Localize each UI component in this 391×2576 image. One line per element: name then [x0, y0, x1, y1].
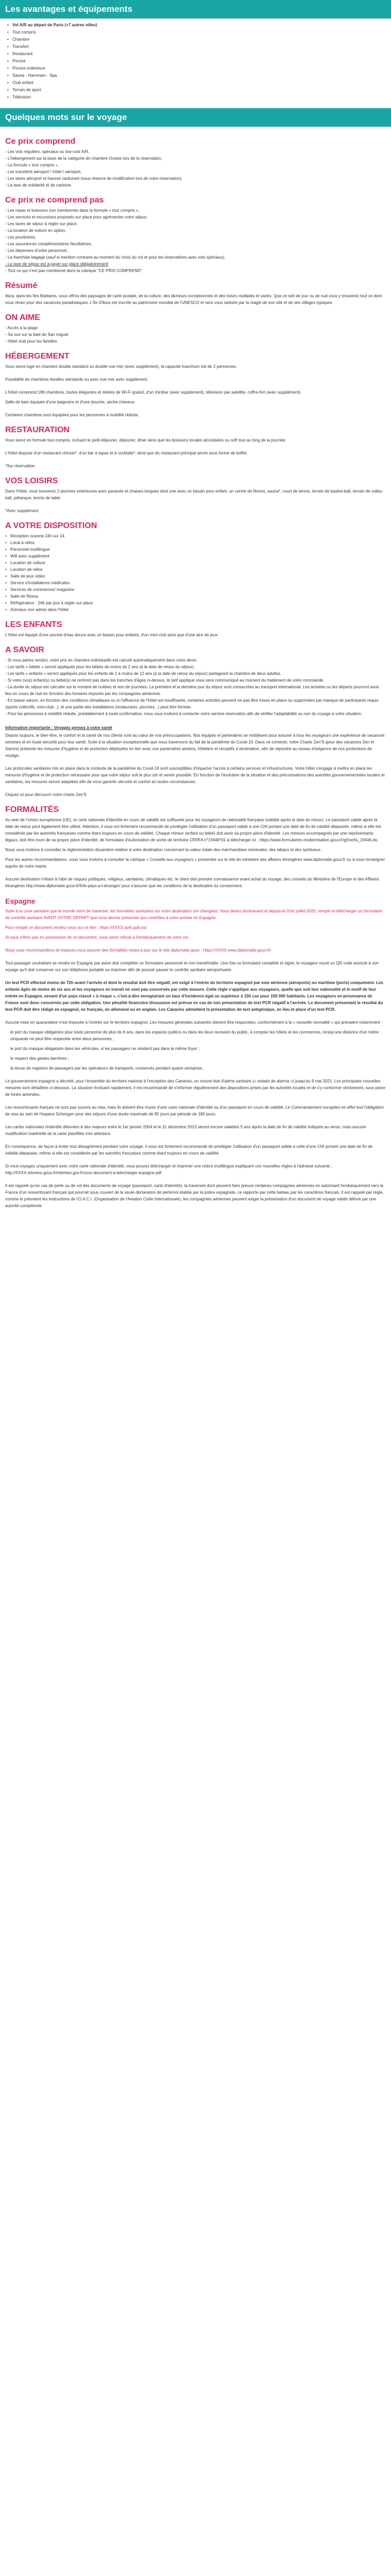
text-line: - Hôtel club pour les familles [5, 339, 57, 344]
text-line: - Les transferts aéroport / hôtel / aéroport, [5, 170, 82, 174]
text-line: - Les tarifs « bébés » seront appliqués pour les bébés de moins de 2 ans (à la date de retour du séjour). [5, 665, 195, 669]
page [0, 0, 391, 1209]
heading-a-savoir: A SAVOIR [5, 646, 44, 654]
text-line: - Si vous partez seul(e), votre prix en chambre individuelle est calculé automatiquement dans votre devis. [5, 658, 198, 663]
text-line: - La taxe de solidarité et de carbone. [5, 183, 72, 188]
text-paragraph[interactable]: Pour remplir ce document rendez-vous sur ce lien : https://XXXX.spth.gob.es/ [5, 925, 147, 930]
text-paragraph: Pour les autres recommandations, nous vous invitons à consulter la rubrique « Conseils aux voyageurs » présentée sur le site du ministère des affaires étrangères www.diplomatie.gouv.fr ou à vous renseigner auprès de votre mairie. [5, 857, 385, 869]
list-item: • Salle de jeux vidéo [5, 573, 386, 580]
text-paragraph: Vous serez en formule tout compris, incluant le petit-déjeuner, déjeuner, dîner ainsi que les boissons locales alcoolisées ou soft tout au long de la journée. [5, 438, 286, 443]
bullet-line: la tenue de registres de passagers par les opérateurs de transports, conservés pendant quatre semaines. [10, 1066, 203, 1071]
heading-on-aime: ON AIME [5, 313, 40, 322]
text-paragraph: Un test PCR effectué moins de 72h avant l'arrivée et dont le résultat doit être négatif, est exigé à l'entrée du territoire espagnol par voie aérienne (aéroports) ou maritime (ports) uniquement. Les enfants âgés de moins de six ans et les voyageurs en transit ne sont pas concernés par cette mesure. Cette règle s'applique aux voyageurs, quelle que soit leur nationalité et le motif de leur entrée en Espagne, venant d'un pays classé « à risque », c'est-à-dire enregistrant un taux d'incidence égal ou supérieur à 150 cas pour 100 000 habitants. Les voyageurs en provenance de France sont donc concernés par cette obligation. Une pénalité financière dissuasive est prévue en cas de non présentation de test PCR négatif à l'arrivée. Le document présentant le résultat du test PCR doit être rédigé en espagnol, en français, en allemand ou en anglais. Les Canaries admettent la présentation de test antigénique, en lieu et place d'un test PCR. [5, 980, 383, 1012]
text-line: - Tout ce qui n'est pas mentionné dans la rubrique "CE PRIX COMPREND" [5, 268, 142, 273]
text-line: - Si votre (vos) enfant(s) ou bébé(s) ne rentrent pas dans les tranches d'âges ci-dessus, le tarif appliqué vous sera communiqué au moment du traitement de votre commande. [5, 678, 324, 683]
text-paragraph: Aucune destination n'étant à l'abri de risques politiques, religieux, sanitaires, climatiques etc. le client doit prendre connaissance avant achat du voyage, des conseils du Ministère de l'Europe et des Affaires étrangères http://www.diplomatie.gouv.fr/fr/le-pays-a-l-etranger/ pour s'assurer que les conditions de la destination lui conviennent. [5, 877, 379, 888]
text-line: - L'hébergement sur la base de la catégorie de chambre choisie lors de la réservation, [5, 156, 162, 161]
section-banner-trip: Quelques mots sur le voyage [0, 108, 391, 127]
section-banner-advantages: Les avantages et équipements [0, 0, 391, 19]
text-line: - En basse saison, en fonction des conditions climatiques ou si l'affluence de l'hôtel est insuffisante, certaines activités peuvent ne pas être mises en place ou supprimées par manque de participants requis (sports collectifs, mini-club...), et une partie des installations (restaurants, piscines...) peut être fermée. [5, 698, 379, 709]
list-item: • Chambre [7, 36, 385, 43]
charte-link[interactable]: Cliquez ici pour découvrir notre charte Zen'S [5, 792, 87, 797]
text-paragraph: *Avec supplément [5, 509, 39, 513]
advantages-list [0, 22, 391, 101]
list-item: • Terrain de sport [7, 87, 385, 94]
list-item: • Télévision [7, 94, 385, 101]
text-line: - La durée du séjour est calculée sur le nombre de nuitées et non de journées. La première et la dernière jour du séjour sont consacrées au transport international. Les arrivées ou les départs pourront avoir lieu en cours de nuit en fonction des horaires imposés par les compagnies aériennes. [5, 685, 379, 696]
text-line: - La taxe de séjour est à payer sur place obligatoirement [5, 262, 108, 266]
heading-resume: Résumé [5, 281, 38, 290]
bullet-line: le port du masque obligatoire pour toute personne de plus de 6 ans, dans les espaces publics ou dans les lieux recevant du public, à compter les hôtels et les commerces, lorsqu'une distance d'un mètre cinquante ne peut être respectée entre deux personnes ; [10, 1030, 379, 1041]
list-item: • Transfert [7, 43, 385, 50]
text-line: - Les repas et boissons non mentionnés dans la formule « tout compris », [5, 208, 140, 213]
text-paragraph: Suite à la crise sanitaire que le monde vient de traverser, les formalités sanitaires sur votre destination ont changées. Vous devez dorénavant et depuis le 01er juillet 2020, remplir et télécharger un formulaire de contrôle sanitaire AVANT VOTRE DÉPART que vous devrez présenter aux contrôles à votre arrivée en Espagne. [5, 909, 382, 920]
list-item: • Sauna - Hammam - Spa [7, 72, 385, 79]
text-paragraph: Dans l'hôtel, vous trouverez 2 piscines extérieures avec parasols et chaises longues dont une avec un bassin pour enfant, un centre de fitness, sauna*, court de tennis, terrain de basket-ball, terrain de volley-ball, pétanque, tennis de table. [5, 489, 384, 500]
text-line: - Les vols réguliers, spéciaux ou low-cost A/R, [5, 149, 90, 154]
text-paragraph: Au sein de l'Union européenne (UE), la carte nationale d'identité en cours de validité est suffisante pour les voyageurs de nationalité française (validité après la date du retour). Le passeport valide après la date de retour peut également être utilisé. Attention, il vous est fortement recommandé de privilégier l'utilisation d'un passeport valide à une CNI portant une date de fin de validité dépassée, même si elle est considérée par les autorités françaises comme étant toujours en cours de validité. Chaque mineur (enfant ou bébé) doit avoir sa propre pièce d'identité. Les mineurs accompagnés par une représentants légaux, doit être muni de sa propre pièce d'identité, de formulaire d'autorisation de sortie de territoire CERFA n°15646*01 à télécharger ici : https://www.formulaires.modernisation.gouv.fr/gf/cerfa_15646.do. [5, 818, 381, 842]
heading-loisirs: VOS LOISIRS [5, 477, 58, 485]
list-item: • Tout compris [7, 29, 385, 36]
text-paragraph: Vous serez logé en chambre double standard ou double vue mer (avec supplément), la capacité maximum est de 2 personnes. [5, 364, 237, 369]
text-paragraph: L'hôtel comprend 196 chambres, toutes élégantes et dotées de Wi-Fi gratuit, d'un minibar (avec supplément), télévision par satellite, coffre-fort (avec supplément). [5, 390, 302, 395]
heading-enfants: LES ENFANTS [5, 620, 62, 629]
text-line: - La location de voiture en option, [5, 228, 67, 233]
text-paragraph[interactable]: Nous vous recommandons de toujours vous assurer des formalités mises à jour sur le site diplomatie.gouv : https://XXXX.www.diplomatie.gouv.fr/ [5, 948, 271, 953]
text-paragraph: Les ressortissants français ne sont pas soumis au visa, mais ils doivent être munis d'une carte nationale d'identité ou d'un passeport en cours de validité. Le Commandement européen en effet tout l'obligation de visa au sein de l'espace Schengen pour des séjours d'une durée maximale de 90 jours par période de 180 jours. [5, 1105, 384, 1116]
list-item: • Piscine [7, 58, 385, 65]
text-line: - Les taxes de séjour à régler sur place, [5, 222, 78, 226]
list-item: • Salle de fitness [5, 593, 386, 600]
heading-disposition: A VOTRE DISPOSITION [5, 521, 97, 530]
text-line: - Accès à la plage [5, 326, 38, 330]
text-line: - Les assurances complémentaires facultatives, [5, 242, 92, 246]
list-item: • Club enfant [7, 79, 385, 87]
text-paragraph: Salle de bain équipée d'une baignoire et d'une douche, sèche-cheveux. [5, 400, 136, 404]
covid-heading: Information importante : Voyagez pensez à votre santé [5, 725, 112, 730]
text-paragraph: L'hôtel dispose d'un restaurant chinois*, d'un bar à tapas et à cocktails*, ainsi que du restaurant principal servis sous forme de buffet. [5, 451, 248, 455]
text-line: - Les taxes aéroport et hausse carburant (sous réserve de modification lors de votre réservation), [5, 176, 183, 181]
list-item: • Location de voiture [5, 560, 386, 566]
heading-prix-comprend: Ce prix comprend [5, 137, 76, 146]
text-paragraph: Depuis toujours, le bien-être, le confort et la santé de nos clients sont au cœur de nos préoccupations. Nos équipes et partenaires se mobilisent pour assurer à tous les voyageurs une expérience de vacances sereines et en toute sécurité pour leur santé. Suite à la situation exceptionnelle que nous traversons du fait de la pandémie du Covid-19. Dans ce contexte, notre Charte Zen'S (pour des vacances Zen et Saines) présente les mesures d'hygiène et de protection déployées en lien avec nos partenaires aériens, hôteliers et réceptifs à destination, afin de répondre au niveau d'exigence de nos protections de voyage. [5, 733, 385, 758]
text-line: - Les pourboires, [5, 235, 37, 240]
text-paragraph: Nous vous invitons à consulter la réglementation douanière relative à votre destination concernant la valeur totale des marchandises nominales, des tabacs et des spiritueux. [5, 848, 322, 852]
heading-restauration: RESTAURATION [5, 426, 70, 434]
text-line: - Les tarifs « enfants » seront appliqués pour les enfants de 2 à moins de 12 ans (à la date de retour du séjour) partageant la chambre de deux adultes. [5, 671, 282, 676]
bullet-line: le port du masque obligatoire dans les véhicules, si les passagers ne résident pas dans le même foyer ; [10, 1046, 200, 1051]
trip-content [0, 127, 391, 1209]
text-paragraph: L'hôtel est équipé d'une piscine d'eau douce avec un bassin pour enfants, d'un mini-club ainsi que d'une aire de jeux. [5, 633, 219, 637]
text-line: - Les services et excursions proposés sur place pour agrémenter votre séjour, [5, 215, 148, 219]
list-item: • Vol A/R au départ de Paris (+7 autres villes) [7, 22, 385, 29]
text-paragraph: *Sur réservation [5, 464, 35, 468]
list-item: • Réfrigérateur : 24€ par jour à régler sur place [5, 600, 386, 606]
text-paragraph: Les cartes nationales d'identité délivrées à des majeurs entre le 1er janvier 2004 et le 31 décembre 2013 seront encore valables 5 ans après la date de fin de validité indiquée au verso, mais aucune modification matérielle de la carte plastifiée n'en attestera. [5, 1125, 366, 1136]
text-paragraph: Le gouvernement espagnol a décrété, pour l'ensemble du territoire national à l'exception des Canaries, un nouvel état d'alerte sanitaire (« estado de alarma ») jusqu'au 9 mai 2021. Les principales nouvelles mesures sont détaillées ci-dessous. La situation évoluant rapidement, il est recommandé de s'informer régulièrement des dispositions prises par les autorités locales et de s'y conformer strictement, sous peine de fortes amendes. [5, 1079, 386, 1097]
text-paragraph: Si vous n'êtes pas en possession de ce document, vous serez refusé à l'embarquement de votre vol. [5, 935, 189, 940]
text-paragraph: Certaines chambres sont équipées pour les personnes à mobilité réduite. [5, 413, 139, 417]
heading-espagne: Espagne [5, 897, 36, 905]
bullet-line: le respect des gestes barrières ; [10, 1056, 69, 1061]
text-paragraph: Tout passager souhaitant se rendre en Espagne par avion doit compléter un formulaire personnel et non transférable. Une fois ce formulaire complété et signé, le voyageur reçoit un QR code associé à son voyage qu'il doit conserver sur son téléphone portable ou imprimer afin de pouvoir passer le contrôle sanitaire aéroportuaire. [5, 961, 379, 972]
text-line: - Les dépenses d'ordre personnel, [5, 248, 68, 253]
list-item: • Personnel multilingue [5, 546, 386, 553]
text-line: - La formule « tout compris », [5, 163, 59, 167]
list-item: • Service d'installations médicales [5, 580, 386, 586]
heading-prix-non-comprend: Ce prix ne comprend pas [5, 196, 104, 205]
text-line: - Sa vue sur la baie de San miguel [5, 332, 69, 337]
list-item: • Wifi avec supplément [5, 553, 386, 560]
text-paragraph: Il est rappelé qu'en cas de perte ou de vol des documents de voyage (passeport, carte d'identité), la traversée dont peuvent faire preuve certaines compagnies aériennes en autorisant l'embarquement vers la France d'un ressortissant français qui pourrait sous couvert de la seule déclaration de perte/vol établie par la police espagnole, ce rapporte par cette bateau par les caractères français. Il est rappelé par règle, comme le prévoient les instructions de l'O.A.C.I. (Organisation de l'Aviation Civile Internationale), les compagnies aériennes peuvent exiger la présentation d'un document de voyage valide délivré par une autorité compétente. [5, 1183, 384, 1208]
list-item: • Animaux non admis dans l'hôtel [5, 606, 386, 613]
disposition-list [5, 533, 386, 613]
list-item: • Location de vélos [5, 566, 386, 573]
list-item: • Services de commerces/ magasins [5, 586, 386, 593]
text-paragraph: En conséquence, de façon à éviter tout désagrément pendant votre voyage, il vous est fortement recommandé de privilégier l'utilisation d'un passeport valide à celle d'une CNI portant une date de fin de validité dépassée, même si elle est considérée par les autorités françaises comme étant toujours en cours de validité. [5, 1144, 373, 1156]
text-line: - La franchise bagage (sauf si mention contraire au moment du choix du vol et pour les réservations avec vols spéciaux), [5, 255, 225, 260]
text-paragraph: Si vous voyagez uniquement avec votre carte nationale d'identité, vous pouvez télécharger et imprimer une notice multilingue expliquant ces nouvelles règles à l'adresse suivante : http://XXXX.interieur.gouv.fr/interieur.gov.fr/xxxx-document-a-telecharger-espagne.pdf [5, 1164, 333, 1175]
list-item: • Piscine extérieure [7, 65, 385, 72]
heading-formalites: FORMALITÉS [5, 805, 59, 814]
resume-text: Ibiza, dans les îles Baléares, vous offrira des paysages de carte postale, de la culture, des lâcheurs exceptionnels et des loisirs multiples et variés. Que ce soit de jour ou de nuit vous y trouverez tout ce dont vous rêvez pour des vacances paradisiaques. L'île d'Ibiza est inscrite au patrimoine mondial de l'UNESCO et sera vous séduire par la magie de son site et de ses villages typiques. [5, 294, 382, 305]
text-paragraph: Les protocoles sanitaires mis en place dans le contexte de la pandémie du Covid-19 sont susceptibles d'impacter l'accès à certains services et infrastructures. Votre hôtel s'engage à mettre en place les mesures d'hygiène et de protection nécessaire pour que votre séjour soit le plus sûr et serein possible. En fonction de l'évolution de la situation et des préconisations des autorités gouvernementales locales et sanitaires, les mesures seront adaptées afin de vous garantir sécurité et confort en toutes circonstances. [5, 766, 385, 784]
list-item: • Restaurant [7, 50, 385, 58]
heading-hebergement: HÉBERGEMENT [5, 352, 70, 361]
list-item: • Réception ouverte 24h sur 24 [5, 533, 386, 539]
list-item: • Local à vélos [5, 539, 386, 546]
text-paragraph: Possibilité de chambres familles standards ou avec vue mer avec supplément. [5, 377, 149, 382]
text-paragraph: Aucune mise en quarantaine n'est imposée à l'entrée sur le territoire espagnol. Les mesures générales suivantes doivent être respectées, conformément à la « nouvelle normalité » qui prévalent notamment : [5, 1020, 383, 1025]
text-line: - Pour les personnes à mobilité réduite, préalablement à toute confirmation, nous vous invitons à contacter notre service réservation afin de vérifier l'adaptabilité ou non du voyage à votre situation. [5, 711, 363, 716]
